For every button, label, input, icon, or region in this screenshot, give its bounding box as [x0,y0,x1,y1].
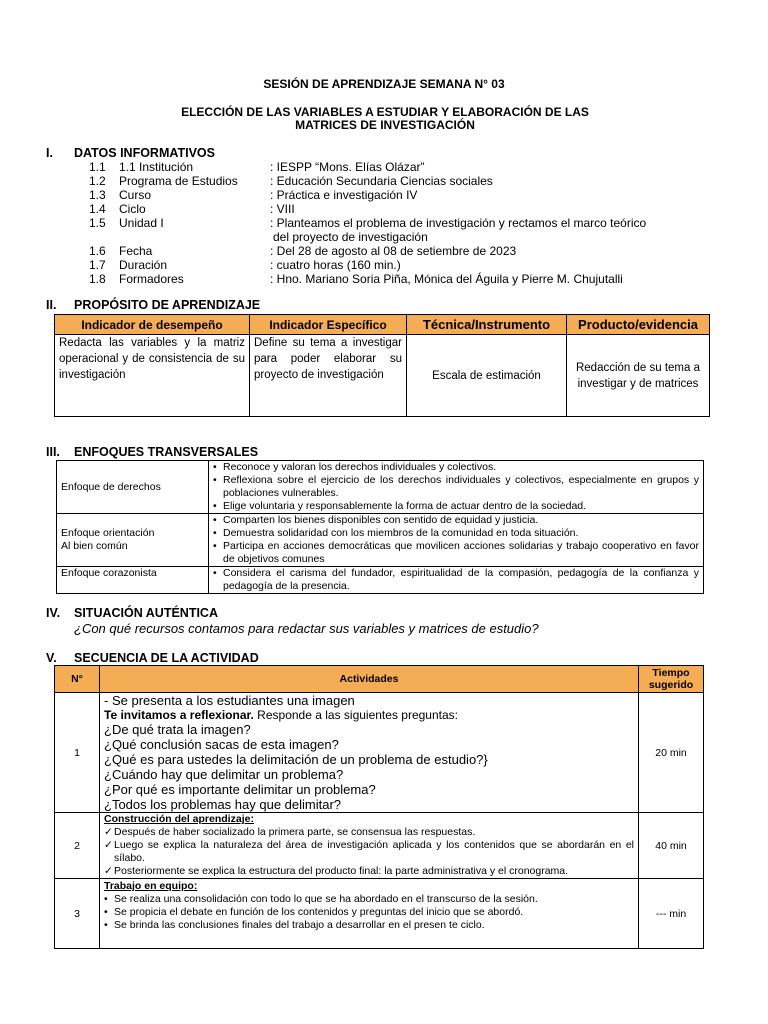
question: ¿Cuándo hay que delimitar un problema? [104,767,344,782]
activity-lead: Te invitamos a reflexionar. [104,708,254,722]
activity-intro: Se presenta a los estudiantes una imagen [111,693,355,708]
enfoque-derechos-list [213,461,699,513]
datos-value: : Educación Secundaria Ciencias sociales [270,174,493,188]
header-tecnica: Técnica/Instrumento [407,315,567,335]
indicador-especifico-cell: Define su tema a investigar para poder elaborar su proyecto de investigación [250,335,407,417]
list-item: • Se brinda las conclusiones finales del trabajo a desarrollar en el presen te ciclo. [104,919,634,932]
datos-label: Programa de Estudios [119,174,238,188]
datos-label: Curso [119,188,152,202]
activity-heading: Construcción del aprendizaje: [104,813,254,825]
header-tiempo: Tiempo sugerido [639,666,704,693]
datos-number: 1.5 [89,216,106,230]
section-datos-heading: I. DATOS INFORMATIVOS [46,146,215,160]
header-num: N° [55,666,100,693]
table-row [55,879,704,949]
datos-value: : cuatro horas (160 min.) [270,258,401,272]
row-number: 1 [55,693,100,813]
construccion-list [104,826,634,878]
datos-value: : Del 28 de agosto al 08 de setiembre de 2023 [270,244,517,258]
header-producto: Producto/evidencia [567,315,710,335]
enfoque-name: Enfoque de derechos [57,461,209,514]
datos-number: 1.6 [89,244,106,258]
enfoque-name: Enfoque corazonista [57,567,209,594]
enfoque-name: Enfoque orientación Al bien común [57,514,209,567]
datos-value-continued: del proyecto de investigación [273,230,428,244]
datos-number: 1.4 [89,202,106,216]
datos-value: : IESPP “Mons. Elías Olázar” [270,160,425,174]
datos-value: : Hno. Mariano Soria Piña, Mónica del Águila y Pierre M. Chujutalli [270,272,623,286]
datos-number: 1.8 [89,272,106,286]
activity-heading: Trabajo en equipo: [104,880,198,892]
datos-label: 1.1 Institución [119,160,194,174]
list-item: • Demuestra solidaridad con los miembros de la comunidad en toda situación. [213,527,699,540]
list-item: • Elige voluntaria y responsablemente la forma de actuar dentro de la sociedad. [213,500,699,513]
header-actividades: Actividades [100,666,639,693]
session-subtitle: ELECCIÓN DE LAS VARIABLES A ESTUDIAR Y ELABORACIÓN DE LAS MATRICES DE INVESTIGACIÓN [181,105,589,132]
datos-label: Fecha [119,244,153,258]
enfoque-corazonista-list [213,567,699,593]
row-number: 2 [55,813,100,879]
datos-value: : Planteamos el problema de investigación y rectamos el marco teórico [270,216,647,230]
datos-label: Duración [119,258,168,272]
list-item: ✓ Luego se explica la naturaleza del área de investigación aplicada y los contenidos que se abordarán en el sílabo. [104,839,634,865]
question: ¿Qué conclusión sacas de esta imagen? [104,737,339,752]
datos-number: 1.1 [89,160,106,174]
producto-cell: Redacción de su tema a investigar y de matrices [567,335,710,417]
header-indicador-especifico: Indicador Específico [250,315,407,335]
datos-value: : VIII [270,202,295,216]
datos-number: 1.3 [89,188,106,202]
list-item: • Se realiza una consolidación con todo lo que se ha abordado en el transcurso de la sesión. [104,893,634,906]
list-item: • Se propicia el debate en función de los contenidos y preguntas del inicio que se abordó. [104,906,634,919]
list-item: ✓ Posteriormente se explica la estructura del producto final: la parte administrativa y el cronograma. [104,865,634,878]
enfoques-table [56,460,704,594]
proposito-table [54,314,710,417]
datos-label: Unidad I [119,216,164,230]
header-indicador-desempeno: Indicador de desempeño [55,315,250,335]
session-title: SESIÓN DE APRENDIZAJE SEMANA N° 03 [263,77,505,91]
datos-number: 1.7 [89,258,106,272]
question: ¿Qué es para ustedes la delimitación de un problema de estudio?} [104,752,488,767]
section-enfoques-heading: III. ENFOQUES TRANSVERSALES [46,445,259,459]
trabajo-equipo-list [104,893,634,932]
table-row [55,813,704,879]
table-row: 1 - Se presenta a los estudiantes una imagen Te invitamos a reflexionar. Responde a las siguientes preguntas: ¿De qué trata la imagen? ¿Qué conclusión sacas de esta imagen? ¿Qué es para ustedes la delimitación de un problema de estudio?} ¿Cuándo hay que delimitar un problema? ¿Por qué es importante delimitar un problema? ¿Todos los problemas hay que delimitar? 20 min [55,693,704,813]
enfoque-bien-comun-list [213,514,699,566]
list-item: • Considera el carisma del fundador, espiritualidad de la compasión, pedagogía de la confianza y pedagogía de la presencia. [213,567,699,593]
question: ¿De qué trata la imagen? [104,722,251,737]
time-cell: --- min [639,879,704,949]
datos-label: Formadores [119,272,184,286]
datos-value: : Práctica e investigación IV [270,188,418,202]
secuencia-table [54,665,704,949]
section-proposito-heading: II. PROPÓSITO DE APRENDIZAJE [46,298,261,312]
section-secuencia-heading: V. SECUENCIA DE LA ACTIVIDAD [46,651,259,665]
section-situacion-heading: IV. SITUACIÓN AUTÉNTICA [46,606,218,620]
list-item: • Reconoce y valoran los derechos individuales y colectivos. [213,461,699,474]
list-item: • Participa en acciones democráticas que movilicen acciones solidarias y trabajo cooperativo en favor de objetivos comunes [213,540,699,566]
datos-label: Ciclo [119,202,146,216]
question: ¿Todos los problemas hay que delimitar? [104,797,342,812]
situacion-question: ¿Con qué recursos contamos para redactar sus variables y matrices de estudio? [74,621,539,636]
list-item: • Comparten los bienes disponibles con sentido de equidad y justicia. [213,514,699,527]
list-item: • Reflexiona sobre el ejercicio de los derechos individuales y colectivos, especialmente en grupos y poblaciones vulnerables. [213,474,699,500]
indicador-desempeno-cell: Redacta las variables y la matriz operacional y de consistencia de su investigación [55,335,250,417]
row-number: 3 [55,879,100,949]
time-cell: 20 min [639,693,704,813]
time-cell: 40 min [639,813,704,879]
question: ¿Por qué es importante delimitar un problema? [104,782,376,797]
list-item: ✓ Después de haber socializado la primera parte, se consensua las respuestas. [104,826,634,839]
datos-number: 1.2 [89,174,106,188]
tecnica-cell: Escala de estimación [407,335,567,417]
